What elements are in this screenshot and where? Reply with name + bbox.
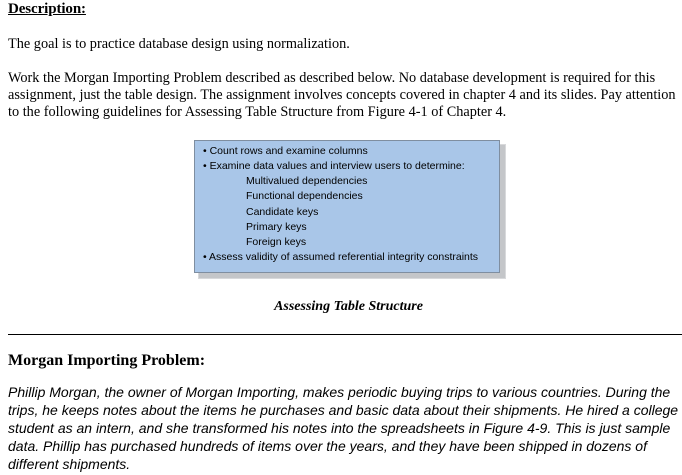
figure-caption: Assessing Table Structure <box>274 299 423 314</box>
assessing-table-structure-figure <box>194 140 500 273</box>
figure-item-examine-data: • Examine data values and interview users to determine: <box>203 160 465 172</box>
description-heading: Description: <box>8 1 86 17</box>
figure-item-count-rows: • Count rows and examine columns <box>203 145 368 157</box>
problem-paragraph: Phillip Morgan, the owner of Morgan Importing, makes periodic buying trips to various countries. During the trips, he keeps notes about the items he purchases and basic data about their shipments. He hired a college student as an intern, and she transformed his notes into the spreadsheets in Figure 4-9. This is just sample data. Phillip has purchased hundreds of items over the years, and they have been shipped in dozens of different shipments. <box>8 384 679 472</box>
figure-item-referential-integrity: • Assess validity of assumed referential integrity constraints <box>203 251 479 263</box>
figure-item-foreign-keys: Foreign keys <box>246 236 307 248</box>
goal-paragraph: The goal is to practice database design using normalization. <box>8 36 350 52</box>
figure-item-candidate-keys: Candidate keys <box>246 206 319 218</box>
section-divider <box>8 334 682 335</box>
figure-item-multivalued: Multivalued dependencies <box>246 175 368 187</box>
figure-item-functional: Functional dependencies <box>246 190 363 202</box>
problem-heading: Morgan Importing Problem: <box>8 352 206 369</box>
instructions-paragraph: Work the Morgan Importing Problem described as described below. No database development is required for this assignment, just the table design. The assignment involves concepts covered in chapter 4 and its slides. Pay attention to the following guidelines for Assessing Table Structure from Figure 4-1 of Chapter 4. <box>8 70 676 120</box>
figure-item-primary-keys: Primary keys <box>246 221 307 233</box>
